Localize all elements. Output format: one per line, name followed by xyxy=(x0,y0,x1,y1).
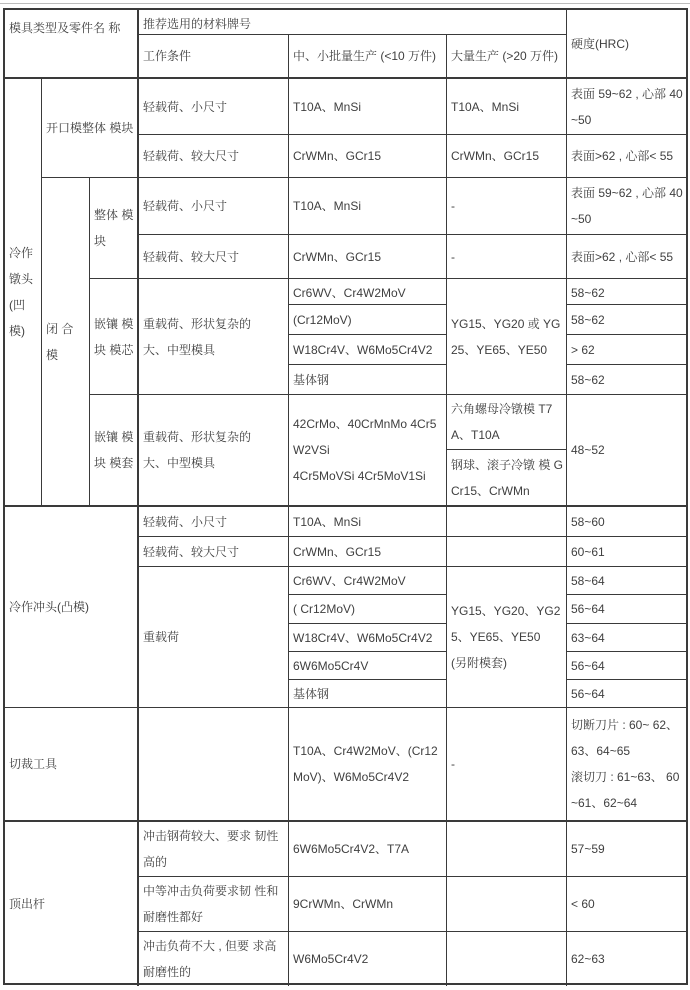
group-closed-die-text: 闭 合 模 xyxy=(46,321,74,362)
hardness-value-text: 表面 59~62 , 心部 40~50 xyxy=(571,186,683,226)
small-batch-material xyxy=(289,877,447,932)
mass-production-material xyxy=(447,537,567,567)
small-batch-material xyxy=(289,822,447,877)
small-batch-material-text: CrWMn、GCr15 xyxy=(293,149,382,163)
header-work-condition xyxy=(139,35,289,79)
page-top-rule xyxy=(0,3,690,4)
hardness-value-text: 58~62 xyxy=(571,312,605,327)
mass-production-material-text: - xyxy=(451,249,455,264)
hardness-value xyxy=(567,178,686,235)
work-condition xyxy=(139,135,289,178)
hardness-value-text: 58~60 xyxy=(571,514,605,529)
hardness-value-text: 57~59 xyxy=(571,842,605,856)
hardness-value xyxy=(567,235,686,279)
small-batch-material xyxy=(289,305,447,335)
work-condition-text: 冲击钢荷较大、要求 韧性高的 xyxy=(143,829,279,869)
hardness-value xyxy=(567,365,686,395)
mass-production-material-text: 钢球、滚子冷镦 模 GCr15、CrWMn xyxy=(451,457,564,498)
mass-production-material-text: YG15、YG20 或 YG25、YE65、YE50 xyxy=(451,316,561,357)
hardness-value xyxy=(567,624,686,652)
small-batch-material-text: W6Mo5Cr4V2 xyxy=(293,952,369,966)
group-cold-heading-die xyxy=(5,79,42,507)
small-batch-material-text: T10A、Cr4W2MoV、(Cr12MoV)、W6Mo5Cr4V2 xyxy=(293,744,438,784)
hardness-value-text: 56~64 xyxy=(571,602,605,616)
mass-production-material xyxy=(447,450,567,507)
hardness-value xyxy=(567,305,686,335)
group-insert-block-core xyxy=(90,279,139,395)
mass-production-material xyxy=(447,279,567,395)
mass-production-material-text: YG15、YG20、YG25、YE65、YE50 xyxy=(451,604,561,644)
work-condition xyxy=(139,877,289,932)
header-small-batch-text: 中、小批量生产 (<10 万件) xyxy=(293,49,437,63)
work-condition-text: 轻载荷、较大尺寸 xyxy=(143,544,240,559)
mass-production-material-text: - xyxy=(451,199,455,213)
work-condition xyxy=(139,279,289,395)
group-whole-block-text: 整体 模 块 xyxy=(94,208,134,248)
hardness-value xyxy=(567,822,686,877)
small-batch-material-text: (Cr12MoV) xyxy=(293,312,352,327)
small-batch-material-text: 基体钢 xyxy=(293,372,330,387)
small-batch-material xyxy=(289,235,447,279)
small-batch-material-text: Cr6WV、Cr4W2MoV xyxy=(293,286,406,300)
group-cutting-tools-text: 切裁工具 xyxy=(9,757,58,771)
materials-table xyxy=(3,8,688,985)
hardness-value-text: 表面 59~62 , 心部 40~50 xyxy=(571,86,683,127)
small-batch-material xyxy=(289,279,447,305)
small-batch-material xyxy=(289,624,447,652)
hardness-value xyxy=(567,708,686,822)
hardness-value-text: 58~62 xyxy=(571,286,605,300)
hardness-value xyxy=(567,395,686,507)
mass-production-material xyxy=(447,822,567,877)
work-condition-text: 大、中型模具 xyxy=(143,342,216,357)
work-condition-text: 中等冲击负荷要求韧 性和耐磨性都好 xyxy=(143,884,279,924)
header-mass-production xyxy=(447,35,567,79)
small-batch-material-text: 4Cr5MoVSi 4Cr5MoV1Si xyxy=(293,469,426,483)
hardness-value-text: < 60 xyxy=(571,897,595,911)
mass-production-material xyxy=(447,507,567,537)
work-condition-text: 轻载荷、较大尺寸 xyxy=(143,249,240,264)
work-condition xyxy=(139,932,289,986)
hardness-value-text: 表面>62 , 心部< 55 xyxy=(571,149,674,163)
header-mold-type-text: 模具类型及零件名 称 xyxy=(9,21,121,35)
mass-production-material xyxy=(447,567,567,708)
group-cutting-tools xyxy=(5,708,139,822)
small-batch-material xyxy=(289,708,447,822)
header-mold-type xyxy=(5,10,139,79)
hardness-value-text: 63~64 xyxy=(571,631,605,645)
small-batch-material-text: ( Cr12MoV) xyxy=(293,602,356,616)
work-condition-text: 重载荷 xyxy=(143,630,180,644)
hardness-value xyxy=(567,595,686,624)
hardness-value-text: 58~64 xyxy=(571,574,605,588)
group-cold-punch xyxy=(5,507,139,708)
header-recommended-materials xyxy=(139,10,567,35)
hardness-value xyxy=(567,507,686,537)
work-condition xyxy=(139,708,289,822)
work-condition xyxy=(139,178,289,235)
work-condition xyxy=(139,395,289,507)
hardness-value-text: 56~64 xyxy=(571,687,605,701)
work-condition xyxy=(139,822,289,877)
hardness-value-text: 60~61 xyxy=(571,544,605,559)
small-batch-material xyxy=(289,567,447,595)
small-batch-material-text: CrWMn、GCr15 xyxy=(293,544,382,559)
small-batch-material xyxy=(289,335,447,365)
work-condition-text: 冲击负荷不大 , 但要 求高耐磨性的 xyxy=(143,939,277,979)
small-batch-material xyxy=(289,365,447,395)
hardness-value xyxy=(567,567,686,595)
hardness-value xyxy=(567,652,686,680)
work-condition xyxy=(139,235,289,279)
mass-production-material-text: T10A、MnSi xyxy=(451,99,520,114)
group-insert-block-sleeve xyxy=(90,395,139,507)
small-batch-material xyxy=(289,680,447,708)
hardness-value-text: 表面>62 , 心部< 55 xyxy=(571,249,674,264)
group-cold-punch-text: 冷作冲头(凸模) xyxy=(9,600,89,614)
small-batch-material-text: CrWMn、GCr15 xyxy=(293,249,382,264)
hardness-value-text: > 62 xyxy=(571,342,595,357)
mass-production-material-text: - xyxy=(451,757,455,771)
header-work-condition-text: 工作条件 xyxy=(143,49,192,63)
small-batch-material xyxy=(289,595,447,624)
small-batch-material-text: T10A、MnSi xyxy=(293,199,362,213)
hardness-value xyxy=(567,537,686,567)
hardness-value xyxy=(567,932,686,986)
hardness-value xyxy=(567,877,686,932)
small-batch-material xyxy=(289,135,447,178)
group-closed-die xyxy=(42,178,90,507)
work-condition-text: 大、中型模具 xyxy=(143,456,216,470)
work-condition-text: 轻载荷、小尺寸 xyxy=(143,514,228,529)
mass-production-material-text: CrWMn、GCr15 xyxy=(451,149,540,163)
hardness-value-text: 切断刀片 : 60~ 62、63、64~65 xyxy=(571,718,679,758)
header-small-batch xyxy=(289,35,447,79)
hardness-value xyxy=(567,335,686,365)
group-insert-block-core-text: 嵌镶 模 块 模芯 xyxy=(94,316,134,357)
mass-production-material xyxy=(447,135,567,178)
mass-production-material-text: 六角螺母冷镦模 T7A、T10A xyxy=(451,402,553,442)
mass-production-material xyxy=(447,395,567,450)
hardness-value-text: 58~62 xyxy=(571,372,605,387)
group-ejector-rod-text: 顶出杆 xyxy=(9,897,46,911)
work-condition-text: 轻载荷、小尺寸 xyxy=(143,199,228,213)
work-condition xyxy=(139,537,289,567)
hardness-value xyxy=(567,680,686,708)
header-hardness xyxy=(567,10,686,79)
mass-production-material xyxy=(447,932,567,986)
hardness-value-text: 56~64 xyxy=(571,659,605,673)
small-batch-material-text: 9CrWMn、CrWMn xyxy=(293,897,393,911)
work-condition-text: 重载荷、形状复杂的 xyxy=(143,316,252,331)
header-recommended-materials-text: 推荐选用的材料牌号 xyxy=(143,17,252,31)
mass-production-material xyxy=(447,178,567,235)
work-condition-text: 重载荷、形状复杂的 xyxy=(143,430,252,444)
hardness-value xyxy=(567,135,686,178)
group-ejector-rod xyxy=(5,822,139,986)
mass-production-material xyxy=(447,79,567,135)
group-insert-block-sleeve-text: 嵌镶 模 块 模套 xyxy=(94,430,134,470)
work-condition-text: 轻载荷、小尺寸 xyxy=(143,99,228,114)
small-batch-material-text: T10A、MnSi xyxy=(293,514,362,529)
small-batch-material-text: T10A、MnSi xyxy=(293,99,362,114)
small-batch-material xyxy=(289,652,447,680)
hardness-value-text: 62~63 xyxy=(571,952,605,966)
hardness-value xyxy=(567,279,686,305)
small-batch-material-text: 基体钢 xyxy=(293,687,330,701)
work-condition xyxy=(139,567,289,708)
work-condition xyxy=(139,507,289,537)
mass-production-material-text: (另附模套) xyxy=(451,656,507,670)
small-batch-material-text: W18Cr4V、W6Mo5Cr4V2 xyxy=(293,631,433,645)
small-batch-material xyxy=(289,395,447,507)
small-batch-material xyxy=(289,932,447,986)
small-batch-material-text: W18Cr4V、W6Mo5Cr4V2 xyxy=(293,342,433,357)
small-batch-material-text: Cr6WV、Cr4W2MoV xyxy=(293,574,406,588)
hardness-value xyxy=(567,79,686,135)
small-batch-material-text: 6W6Mo5Cr4V2、T7A xyxy=(293,842,410,856)
header-mass-production-text: 大量生产 (>20 万件) xyxy=(451,49,559,63)
small-batch-material xyxy=(289,507,447,537)
mass-production-material xyxy=(447,877,567,932)
small-batch-material xyxy=(289,79,447,135)
small-batch-material xyxy=(289,537,447,567)
header-hardness-text: 硬度(HRC) xyxy=(571,36,629,51)
small-batch-material xyxy=(289,178,447,235)
small-batch-material-text: 42CrMo、40CrMnMo 4Cr5W2VSi xyxy=(293,417,437,457)
mass-production-material xyxy=(447,708,567,822)
work-condition-text: 轻载荷、较大尺寸 xyxy=(143,149,240,163)
work-condition xyxy=(139,79,289,135)
small-batch-material-text: 6W6Mo5Cr4V xyxy=(293,659,369,673)
hardness-value-text: 滚切刀 : 61~63、 60~61、62~64 xyxy=(571,770,680,810)
hardness-value-text: 48~52 xyxy=(571,443,605,457)
group-whole-block xyxy=(90,178,139,279)
mass-production-material xyxy=(447,235,567,279)
group-open-die-block xyxy=(42,79,139,178)
group-open-die-block-text: 开口模整体 模块 xyxy=(46,121,134,135)
group-cold-heading-die-text: 冷作 镦头 (凹 模) xyxy=(9,246,34,338)
